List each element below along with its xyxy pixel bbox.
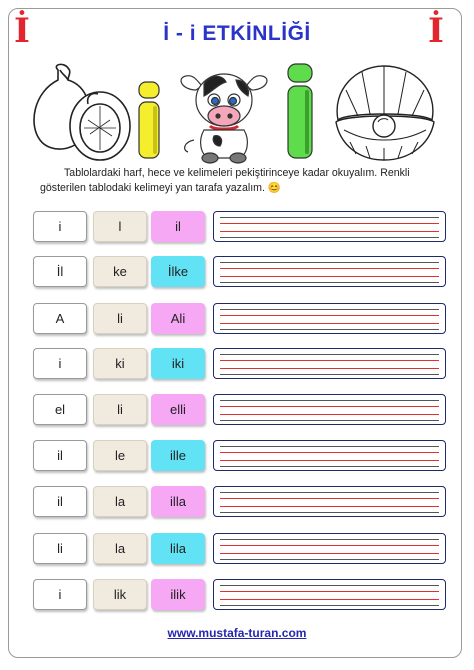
word-cell: ille bbox=[151, 440, 205, 471]
letter-cell: i bbox=[33, 579, 87, 610]
writing-lines[interactable] bbox=[213, 348, 446, 379]
word-cell: lila bbox=[151, 533, 205, 564]
guide-line bbox=[220, 492, 439, 493]
word-row bbox=[33, 348, 446, 381]
guide-line bbox=[220, 512, 439, 513]
instructions-text: Tablolardaki harf, hece ve kelimeleri pekiştirinceye kadar okuyalım. Renkli gösterilen tablodaki kelimeyi yan tarafa yazalım. 😊 bbox=[40, 167, 410, 194]
guide-line bbox=[220, 539, 439, 540]
writing-lines[interactable] bbox=[213, 256, 446, 287]
word-row bbox=[33, 211, 446, 244]
guide-line bbox=[220, 605, 439, 606]
brand-logo-left: İ bbox=[14, 11, 30, 51]
letter-cell: A bbox=[33, 303, 87, 334]
green-letter-i bbox=[284, 62, 318, 162]
brand-logo-right: İ bbox=[428, 11, 444, 51]
syllable-cell: le bbox=[93, 440, 147, 471]
guide-line bbox=[220, 329, 439, 330]
oyster-pearl-illustration bbox=[326, 60, 444, 165]
guide-line bbox=[220, 315, 439, 316]
guide-line bbox=[220, 323, 439, 324]
word-cell: İlke bbox=[151, 256, 205, 287]
letter-cell: el bbox=[33, 394, 87, 425]
word-row bbox=[33, 256, 446, 289]
letter-cell: il bbox=[33, 440, 87, 471]
letter-cell: i bbox=[33, 348, 87, 379]
guide-line bbox=[220, 506, 439, 507]
guide-line bbox=[220, 368, 439, 369]
guide-line bbox=[220, 460, 439, 461]
guide-line bbox=[220, 446, 439, 447]
footer-url[interactable]: www.mustafa-turan.com bbox=[167, 626, 307, 640]
word-row bbox=[33, 303, 446, 336]
word-row bbox=[33, 579, 446, 612]
guide-line bbox=[220, 400, 439, 401]
guide-line bbox=[220, 309, 439, 310]
writing-lines[interactable] bbox=[213, 486, 446, 517]
syllable-cell: lik bbox=[93, 579, 147, 610]
syllable-cell: li bbox=[93, 303, 147, 334]
word-cell: illa bbox=[151, 486, 205, 517]
writing-lines[interactable] bbox=[213, 394, 446, 425]
guide-line bbox=[220, 276, 439, 277]
word-cell: elli bbox=[151, 394, 205, 425]
writing-lines[interactable] bbox=[213, 579, 446, 610]
syllable-cell: li bbox=[93, 394, 147, 425]
guide-line bbox=[220, 237, 439, 238]
letter-cell: i bbox=[33, 211, 87, 242]
writing-lines[interactable] bbox=[213, 211, 446, 242]
word-row bbox=[33, 394, 446, 427]
writing-lines[interactable] bbox=[213, 533, 446, 564]
guide-line bbox=[220, 498, 439, 499]
guide-line bbox=[220, 406, 439, 407]
guide-line bbox=[220, 414, 439, 415]
page-title: İ - i ETKİNLİĞİ bbox=[163, 22, 311, 45]
writing-lines[interactable] bbox=[213, 303, 446, 334]
guide-line bbox=[220, 599, 439, 600]
guide-line bbox=[220, 360, 439, 361]
guide-line bbox=[220, 231, 439, 232]
guide-line bbox=[220, 591, 439, 592]
guide-line bbox=[220, 223, 439, 224]
yellow-letter-i bbox=[136, 80, 166, 162]
syllable-cell: la bbox=[93, 533, 147, 564]
guide-line bbox=[220, 559, 439, 560]
word-row bbox=[33, 486, 446, 519]
guide-line bbox=[220, 545, 439, 546]
guide-line bbox=[220, 466, 439, 467]
letter-cell: li bbox=[33, 533, 87, 564]
syllable-cell: ke bbox=[93, 256, 147, 287]
guide-line bbox=[220, 268, 439, 269]
guide-line bbox=[220, 262, 439, 263]
guide-line bbox=[220, 553, 439, 554]
word-cell: il bbox=[151, 211, 205, 242]
word-cell: iki bbox=[151, 348, 205, 379]
syllable-cell: ki bbox=[93, 348, 147, 379]
word-row bbox=[33, 533, 446, 566]
guide-line bbox=[220, 374, 439, 375]
guide-line bbox=[220, 452, 439, 453]
word-cell: Ali bbox=[151, 303, 205, 334]
word-cell: ilik bbox=[151, 579, 205, 610]
letter-cell: İl bbox=[33, 256, 87, 287]
guide-line bbox=[220, 420, 439, 421]
calf-illustration bbox=[174, 60, 274, 164]
writing-lines[interactable] bbox=[213, 440, 446, 471]
letter-cell: il bbox=[33, 486, 87, 517]
guide-line bbox=[220, 282, 439, 283]
fig-illustration bbox=[28, 60, 136, 165]
syllable-cell: la bbox=[93, 486, 147, 517]
word-row bbox=[33, 440, 446, 473]
guide-line bbox=[220, 217, 439, 218]
guide-line bbox=[220, 585, 439, 586]
guide-line bbox=[220, 354, 439, 355]
syllable-cell: l bbox=[93, 211, 147, 242]
